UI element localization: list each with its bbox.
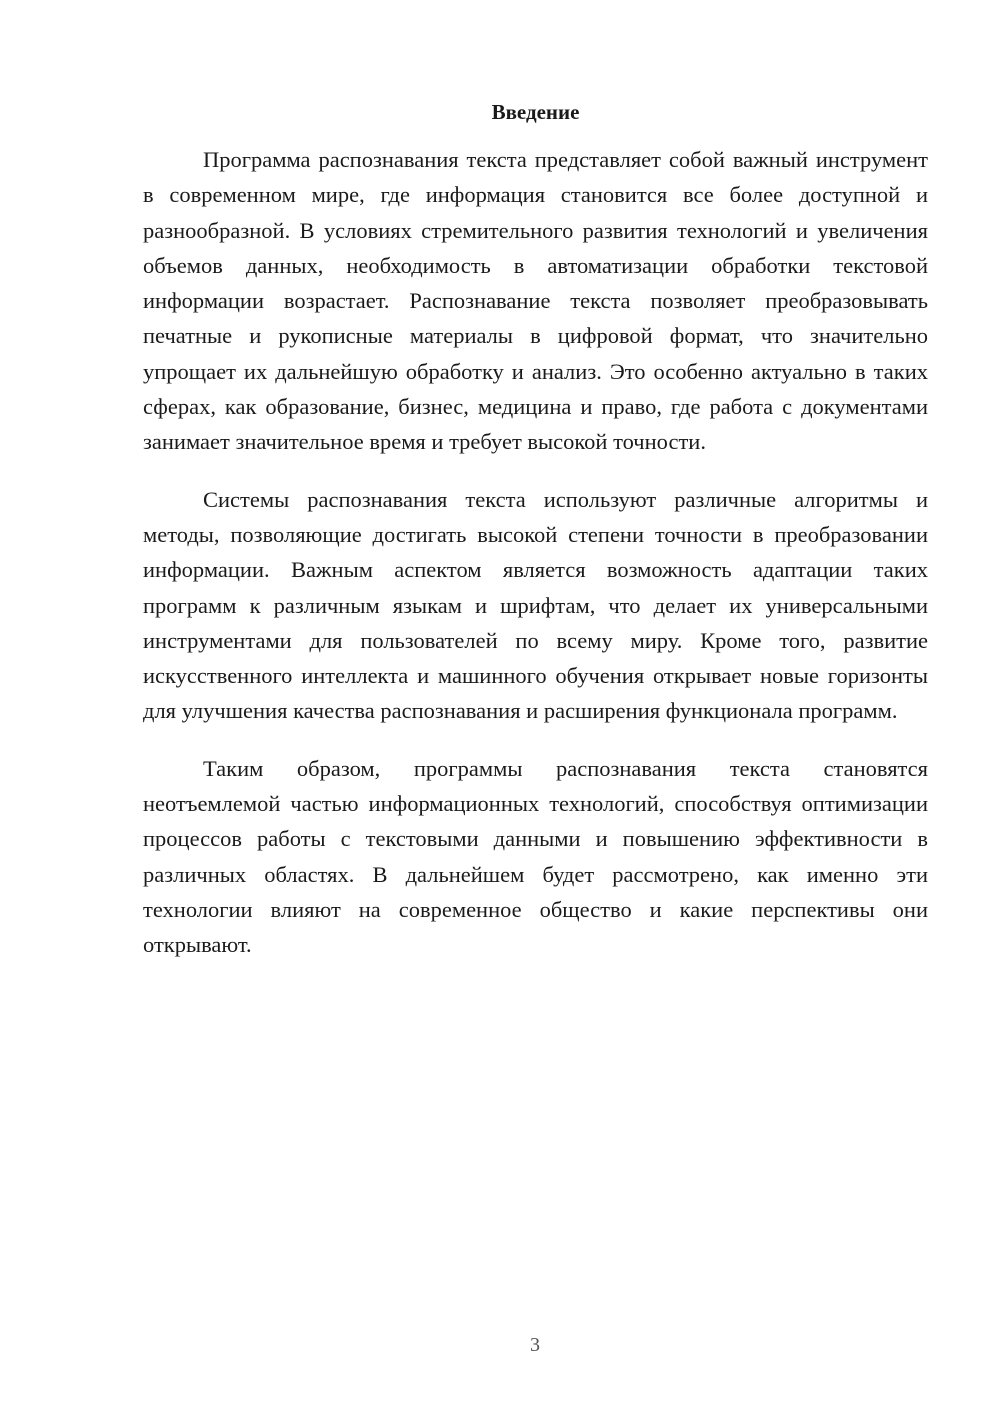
paragraph-2: Системы распознавания текста используют различные алгоритмы и методы, позволяющие достигать высокой степени точности в преобразовании информации. Важным аспектом является возможность адаптации таких программ к различным языкам и шрифтам, что делает их универсальными инструментами для пользователей по всему миру. Кроме того, развитие искусственного интеллекта и машинного обучения открывает новые горизонты для улучшения качества распознавания и расширения функционала программ. bbox=[143, 486, 928, 724]
paragraph-1: Программа распознавания текста представляет собой важный инструмент в современном мире, где информация становится все более доступной и разнообразной. В условиях стремительного развития технологий и увеличения объемов данных, необходимость в автоматизации обработки текстовой информации возрастает. Распознавание текста позволяет преобразовывать печатные и рукописные материалы в цифровой формат, что значительно упрощает их дальнейшую обработку и анализ. Это особенно актуально в таких сферах, как образование, бизнес, медицина и право, где работа с документами занимает значительное время и требует высокой точности. bbox=[143, 147, 928, 455]
section-title: Введение bbox=[491, 100, 580, 124]
paragraph-3: Таким образом, программы распознавания текста становятся неотъемлемой частью информационных технологий, способствуя оптимизации процессов работы с текстовыми данными и повышению эффективности в различных областях. В дальнейшем будет рассмотрено, как именно эти технологии влияют на современное общество и какие перспективы они открывают. bbox=[143, 755, 928, 958]
body-text bbox=[143, 142, 928, 985]
page-number: 3 bbox=[530, 1334, 540, 1356]
